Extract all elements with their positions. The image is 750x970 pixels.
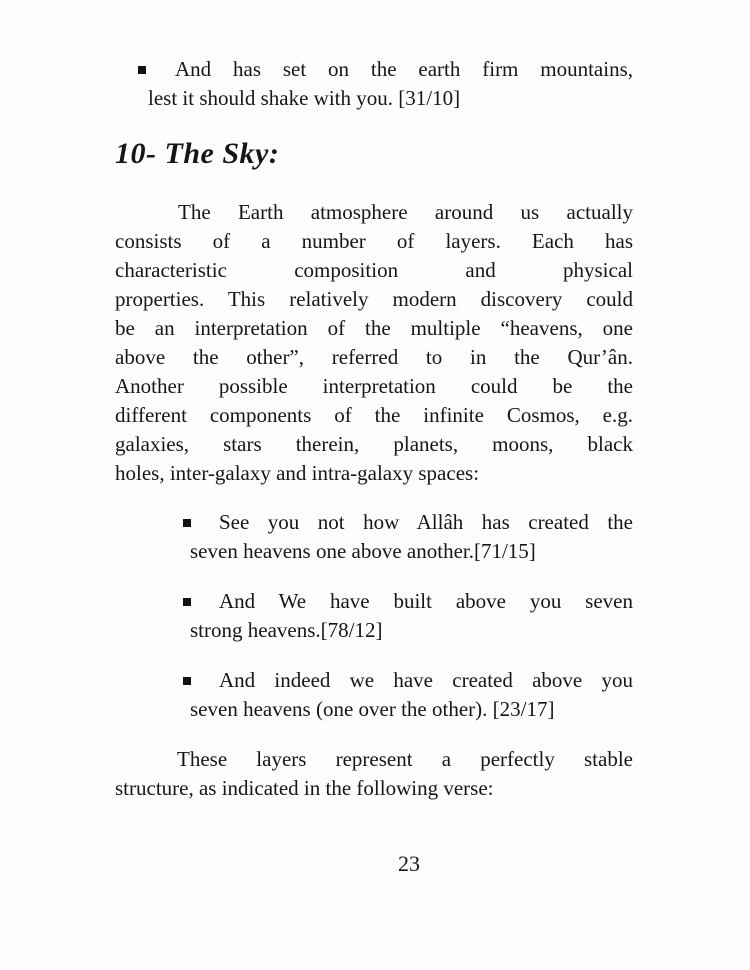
quran-quote-item <box>115 55 633 113</box>
paragraph-line: These layers represent a perfectly stable <box>177 747 633 771</box>
quote-line: seven heavens (one over the other). [23/17] <box>190 697 555 721</box>
quote-line: strong heavens.[78/12] <box>190 618 383 642</box>
quote-line: And has set on the earth firm mountains, <box>175 57 633 81</box>
paragraph-line: structure, as indicated in the following verse: <box>115 776 494 800</box>
paragraph-line: characteristic composition and physical <box>115 258 633 282</box>
page-number: 23 <box>398 851 420 876</box>
quote-line: See you not how Allâh has created the <box>219 510 633 534</box>
paragraph-line: be an interpretation of the multiple “heavens, one <box>115 316 633 340</box>
quote-line: lest it should shake with you. [31/10] <box>148 86 461 110</box>
paragraph-line: The Earth atmosphere around us actually <box>178 200 633 224</box>
paragraph-line: properties. This relatively modern discovery could <box>115 287 633 311</box>
quote-line: seven heavens one above another.[71/15] <box>190 539 536 563</box>
paragraph-line: Another possible interpretation could be the <box>115 374 633 398</box>
body-paragraph <box>115 745 633 803</box>
bullet-square-icon <box>183 598 191 606</box>
section-heading: 10- The Sky: <box>115 137 280 170</box>
bullet-square-icon <box>183 677 191 685</box>
quran-quote-item <box>115 587 633 645</box>
paragraph-line: above the other”, referred to in the Qur’ân. <box>115 345 633 369</box>
quote-line: And indeed we have created above you <box>219 668 633 692</box>
paragraph-line: holes, inter-galaxy and intra-galaxy spaces: <box>115 461 480 485</box>
paragraph-line: consists of a number of layers. Each has <box>115 229 633 253</box>
quran-quote-item <box>115 666 633 724</box>
paragraph-line: different components of the infinite Cosmos, e.g. <box>115 403 633 427</box>
quote-line: And We have built above you seven <box>219 589 633 613</box>
page-content <box>115 55 633 878</box>
quran-quote-item <box>115 508 633 566</box>
bullet-square-icon <box>183 519 191 527</box>
bullet-square-icon <box>138 66 146 74</box>
body-paragraph <box>115 198 633 488</box>
paragraph-line: galaxies, stars therein, planets, moons, black <box>115 432 633 456</box>
